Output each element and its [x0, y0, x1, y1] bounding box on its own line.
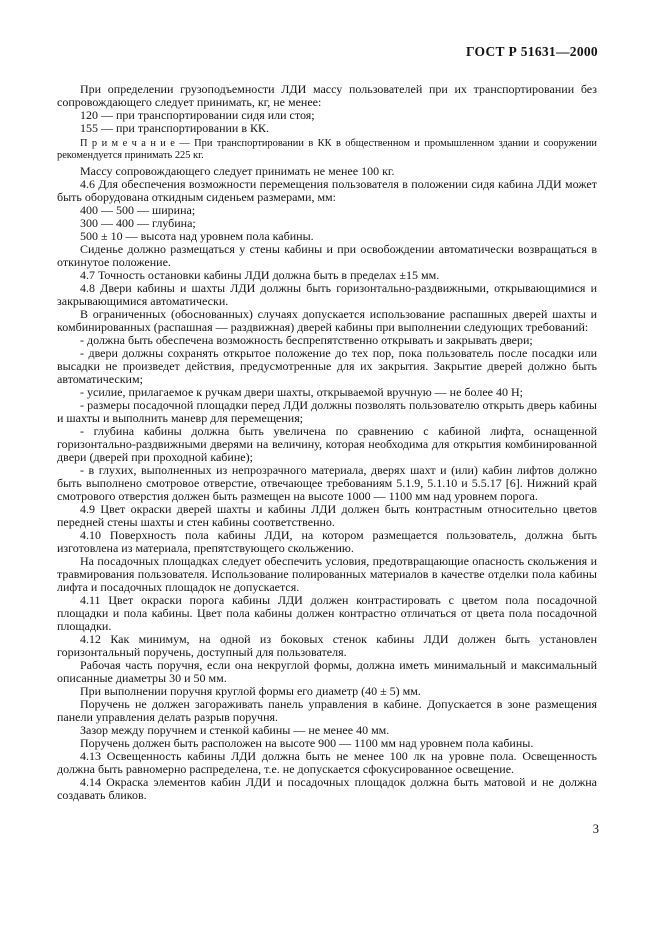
paragraph-list: - глубина кабины должна быть увеличена по сравнению с кабиной лифта, оснащенной горизонтально-раздвижными дверями на величину, которая необходима для открытия комбинированной двери (дверей при проходной кабине); — [57, 424, 597, 465]
paragraph-body: 400 — 500 — ширина; — [80, 203, 196, 218]
paragraph-body: 300 — 400 — глубина; — [80, 216, 196, 231]
paragraph-body: 4.7 Точность остановки кабины ЛДИ должна быть в пределах ±15 мм. — [80, 268, 440, 283]
paragraph-list: - усилие, прилагаемое к ручкам двери шахты, открываемой вручную — не более 40 Н; — [80, 385, 523, 400]
paragraph-body: 4.10 Поверхность пола кабины ЛДИ, на котором размещается пользователь, должна быть изготовлена из материала, препятствующего скольжению. — [57, 528, 597, 556]
paragraph-body: 4.8 Двери кабины и шахты ЛДИ должны быть горизонтально-раздвижными, открывающимися и закрывающимися автоматически. — [57, 281, 597, 309]
paragraph-list: - размеры посадочной площадки перед ЛДИ должны позволять пользователю открыть дверь кабины и шахты и выполнить маневр для перемещения; — [57, 398, 597, 426]
paragraph-body: Зазор между поручнем и стенкой кабины — не менее 40 мм. — [80, 723, 390, 738]
paragraph-body: При выполнении поручня круглой формы его диаметр (40 ± 5) мм. — [80, 684, 421, 699]
paragraph-body: 4.11 Цвет окраски порога кабины ЛДИ должен контрастировать с цветом пола посадочной площадки и пола кабины. Цвет пола кабины должен контрастно отличаться от цвета пола посадочной площадки. — [57, 593, 597, 634]
page-number: 3 — [592, 822, 599, 836]
paragraph-body: Сиденье должно размещаться у стены кабины и при освобождении автоматически возвращаться в откинутое положение. — [57, 242, 597, 270]
paragraph-body: 4.14 Окраска элементов кабин ЛДИ и посадочных площадок должна быть матовой и не должна создавать бликов. — [57, 775, 597, 803]
paragraph-body: 500 ± 10 — высота над уровнем пола кабины. — [80, 229, 314, 244]
paragraph-body: 4.13 Освещенность кабины ЛДИ должна быть не менее 100 лк на уровне пола. Освещенность должна быть равномерно распределена, т.е. не допускается сфокусированное освещение. — [57, 749, 597, 777]
paragraph-list: - должна быть обеспечена возможность беспрепятственно открывать и закрывать двери; — [80, 333, 533, 348]
paragraph-list: - в глухих, выполненных из непрозрачного материала, дверях шахт и (или) кабин лифтов должно быть выполнено смотровое отверстие, отвечающее требованиям 5.1.9, 5.1.10 и 5.5.17 [6]. Нижний край смотрового отверстия должен быть размещен на высоте 1000 — 1100 мм над уровнем порога. — [57, 463, 597, 504]
paragraph-body: 120 — при транспортировании сидя или стоя; — [80, 108, 315, 122]
document-header: ГОСТ Р 51631—2000 — [465, 44, 598, 59]
paragraph-body: Поручень не должен загораживать панель управления в кабине. Допускается в зоне размещения панели управления делать разрыв поручня. — [57, 697, 597, 725]
paragraph-body: Массу сопровождающего следует принимать не менее 100 кг. — [80, 164, 395, 179]
paragraph-note: П р и м е ч а н и е — При транспортировании в КК в общественном и промышленном здании и сооружении рекомендуется принимать 225 кг. — [57, 138, 597, 161]
paragraph-body: 4.12 Как минимум, на одной из боковых стенок кабины ЛДИ должен быть установлен горизонтальный поручень, доступный для пользователя. — [57, 632, 597, 660]
paragraph-body: Поручень должен быть расположен на высоте 900 — 1100 мм над уровнем пола кабины. — [80, 736, 534, 751]
paragraph-body: 155 — при транспортировании в КК. — [80, 121, 270, 135]
document-body — [57, 83, 597, 802]
paragraph-body: При определении грузоподъемности ЛДИ массу пользователей при их транспортировании без сопровождающего следует принимать, кг, не менее: — [57, 82, 597, 109]
paragraph-list: - двери должны сохранять открытое положение до тех пор, пока пользователь после посадки или высадки не произведет действия, предусмотренные для их закрытия. Закрытие дверей должно быть автоматическим; — [57, 346, 597, 387]
paragraph-body: Рабочая часть поручня, если она некруглой формы, должна иметь минимальный и максимальный описанные диаметры 30 и 50 мм. — [57, 658, 597, 686]
paragraph-body: 4.6 Для обеспечения возможности перемещения пользователя в положении сидя кабина ЛДИ может быть оборудована откидным сиденьем размерами, мм: — [57, 177, 597, 205]
paragraph-body: В ограниченных (обоснованных) случаях допускается использование распашных дверей шахты и комбинированных (распашная — раздвижная) дверей кабины при выполнении следующих требований: — [57, 307, 597, 335]
paragraph-body: На посадочных площадках следует обеспечить условия, предотвращающие опасность скольжения и травмирования пользователя. Использование полированных материалов в качестве отделки пола кабины лифта и посадочных площадок не допускается. — [57, 554, 597, 595]
paragraph-body: 4.9 Цвет окраски дверей шахты и кабины ЛДИ должен быть контрастным относительно цветов передней стены шахты и стен кабины соответственно. — [57, 502, 597, 530]
